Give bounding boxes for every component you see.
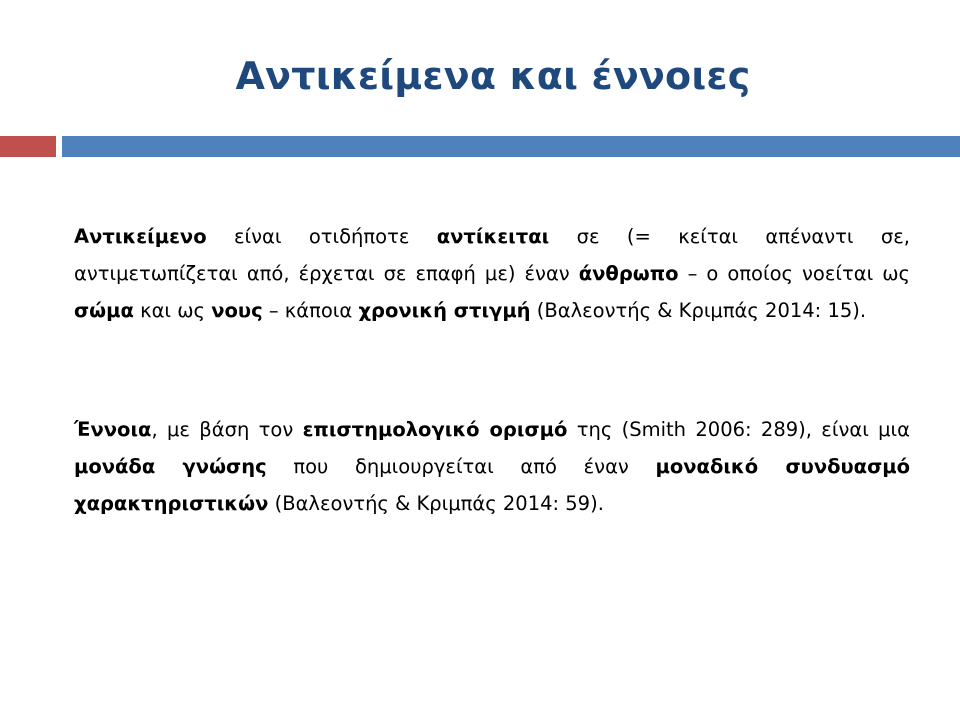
keyword-moment-in-time: χρονική στιγμή [358, 299, 531, 322]
keyword-mind: νους [211, 299, 263, 322]
term-concept: Έννοια [74, 418, 152, 441]
title-accent-bar-blue [62, 136, 960, 157]
term-object: Αντικείμενο [74, 225, 207, 248]
paragraph-text: της (Smith 2006: 289), είναι μια [567, 418, 910, 441]
paragraph-text: – ο οποίος νοείται ως [678, 262, 910, 285]
definition-paragraph-concept [74, 411, 910, 522]
title-accent-bar-red [0, 136, 56, 157]
paragraph-text: και ως [133, 299, 212, 322]
slide-title: Αντικείμενα και έννοιες [235, 54, 751, 98]
keyword-unit-of-knowledge: μονάδα γνώσης [74, 455, 267, 478]
paragraph-text: που δημιουργείται από έναν [266, 455, 656, 478]
keyword-body: σώμα [74, 299, 134, 322]
definition-paragraph-object [74, 218, 910, 329]
keyword-unique-combination: μοναδικό συνδυασμό χαρακτηριστικών [74, 455, 910, 515]
paragraph-text: σε (= κείται απέναντι σε, αντιμετωπίζεται από, έρχεται σε επαφή με) έναν [74, 225, 910, 285]
keyword-human: άνθρωπο [578, 262, 679, 285]
keyword-antikeitai: αντίκειται [436, 225, 550, 248]
keyword-epistemological-definition: επιστημολογικό ορισμό [302, 418, 568, 441]
paragraph-text: είναι οτιδήποτε [206, 225, 437, 248]
paragraph-text: , με βάση τον [151, 418, 303, 441]
citation: (Βαλεοντής & Κριμπάς 2014: 59). [268, 492, 604, 515]
citation: (Βαλεοντής & Κριμπάς 2014: 15). [530, 299, 867, 322]
paragraph-text: – κάποια [262, 299, 359, 322]
